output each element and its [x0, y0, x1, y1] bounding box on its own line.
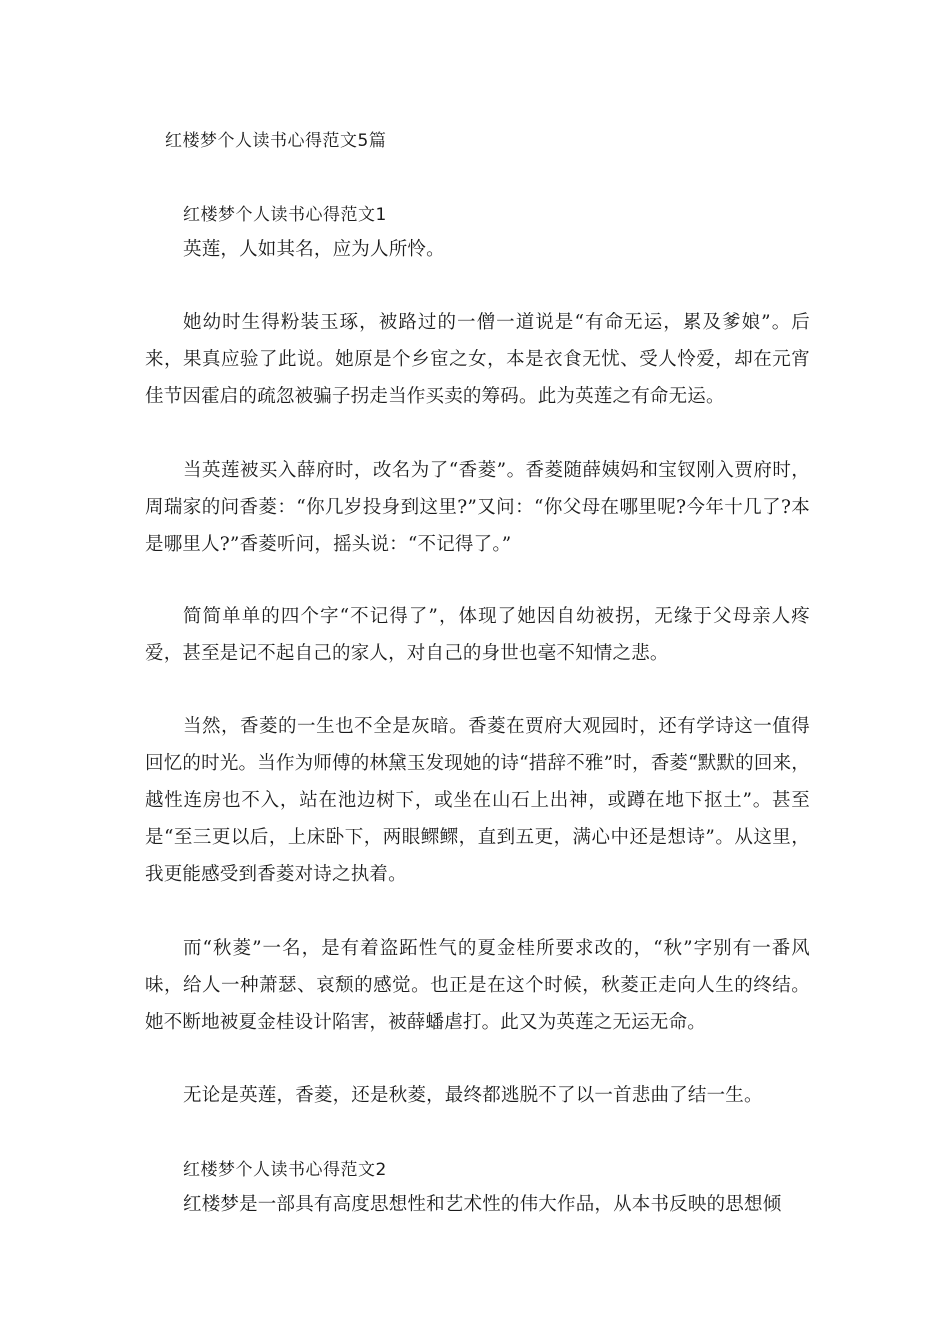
- paragraph: 而“秋菱”一名，是有着盗跖性气的夏金桂所要求改的，“秋”字别有一番风味，给人一种萧瑟、哀颓的感觉。也正是在这个时候，秋菱正走向人生的终结。她不断地被夏金桂设计陷害，被薛蟠虐打。此又为英莲之无运无命。: [145, 938, 810, 1033]
- document-title: 红楼梦个人读书心得范文5篇: [165, 131, 387, 151]
- paragraph: 她幼时生得粉装玉琢，被路过的一僧一道说是“有命无运，累及爹娘”。后来，果真应验了此说。她原是个乡宦之女，本是衣食无忧、受人怜爱，却在元宵佳节因霍启的疏忽被骗子拐走当作买卖的筹码。此为英莲之有命无运。: [145, 312, 810, 407]
- paragraph: 无论是英莲，香菱，还是秋菱，最终都逃脱不了以一首悲曲了结一生。: [183, 1085, 763, 1106]
- paragraph: 红楼梦是一部具有高度思想性和艺术性的伟大作品，从本书反映的思想倾: [183, 1194, 782, 1215]
- paragraph: 英莲，人如其名，应为人所怜。: [183, 239, 445, 260]
- paragraph: 当英莲被买入薛府时，改名为了“香菱”。香菱随薛姨妈和宝钗刚入贾府时，周瑞家的问香菱：“你几岁投身到这里?”又问：“你父母在哪里呢?今年十几了?本是哪里人?”香菱听问，摇头说：“不记得了。”: [145, 460, 810, 555]
- paragraph: 简简单单的四个字“不记得了”，体现了她因自幼被拐，无缘于父母亲人疼爱，甚至是记不起自己的家人，对自己的身世也毫不知情之悲。: [145, 606, 810, 664]
- section-heading-1: 红楼梦个人读书心得范文1: [183, 205, 387, 225]
- paragraph: 当然，香菱的一生也不全是灰暗。香菱在贾府大观园时，还有学诗这一值得回忆的时光。当作为师傅的林黛玉发现她的诗“措辞不雅”时，香菱“默默的回来，越性连房也不入，站在池边树下，或坐在山石上出神，或蹲在地下抠土”。甚至是“至三更以后，上床卧下，两眼鳏鳏，直到五更，满心中还是想诗”。从这里，我更能感受到香菱对诗之执着。: [145, 716, 810, 885]
- section-heading-2: 红楼梦个人读书心得范文2: [183, 1160, 387, 1180]
